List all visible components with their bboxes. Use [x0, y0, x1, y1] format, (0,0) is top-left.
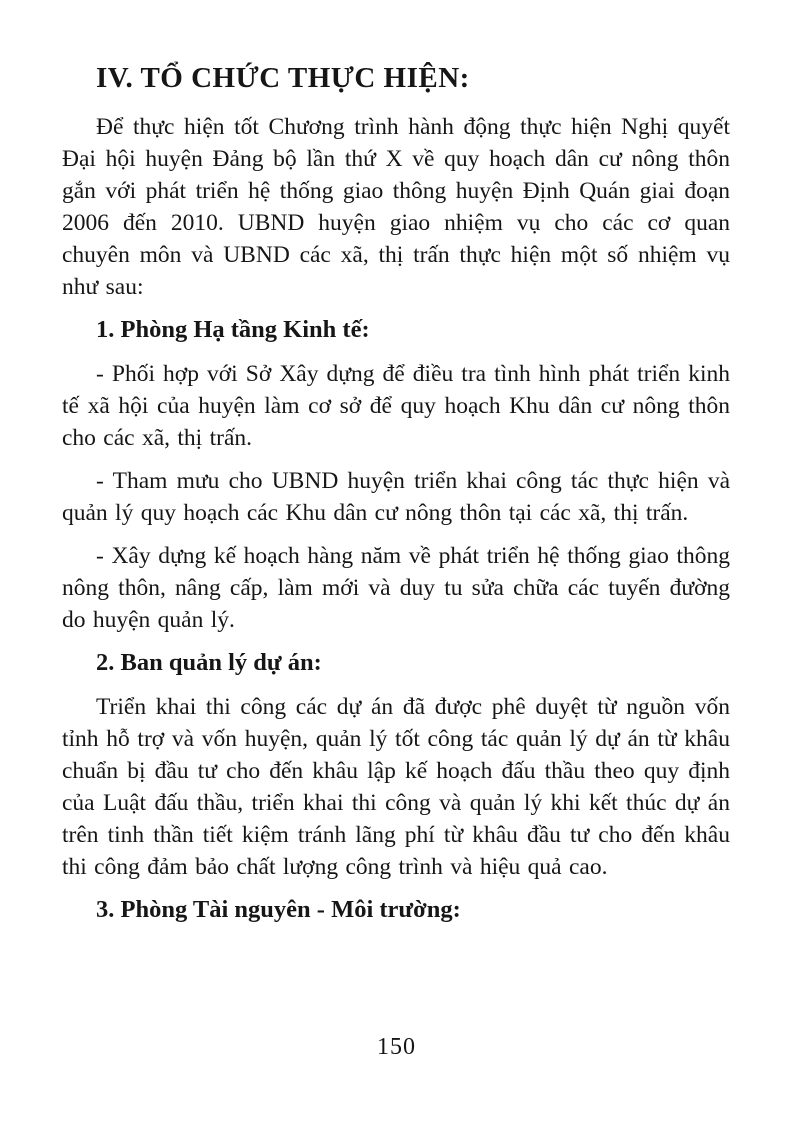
section-heading: 1. Phòng Hạ tầng Kinh tế: [96, 316, 370, 343]
paragraph: Triển khai thi công các dự án đã được phê duyệt từ nguồn vốn tỉnh hỗ trợ và vốn huyện, quản lý tốt công tác quản lý dự án từ khâu chuẩn bị đầu tư cho đến khâu lập kế hoạch đấu thầu theo quy định của Luật đấu thầu, triển khai thi công và quản lý khi kết thúc dự án trên tinh thần tiết kiệm tránh lãng phí từ khâu đầu tư cho đến khâu thi công đảm bảo chất lượng công trình và hiệu quả cao. [62, 694, 730, 880]
section-2 [62, 647, 730, 883]
section-heading: 2. Ban quản lý dự án: [96, 649, 322, 676]
section-heading: 3. Phòng Tài nguyên - Môi trường: [96, 896, 461, 923]
paragraph: - Tham mưu cho UBND huyện triển khai công tác thực hiện và quản lý quy hoạch các Khu dân cư nông thôn tại các xã, thị trấn. [62, 468, 730, 526]
page-content [62, 62, 730, 938]
paragraph: - Phối hợp với Sở Xây dựng để điều tra tình hình phát triển kinh tế xã hội của huyện làm cơ sở để quy hoạch Khu dân cư nông thôn cho các xã, thị trấn. [62, 361, 730, 451]
section-1 [62, 314, 730, 636]
section-3 [62, 894, 730, 926]
main-heading: IV. TỔ CHỨC THỰC HIỆN: [96, 62, 470, 94]
paragraph: - Xây dựng kế hoạch hàng năm về phát triển hệ thống giao thông nông thôn, nâng cấp, làm mới và duy tu sửa chữa các tuyến đường do huyện quản lý. [62, 543, 730, 633]
page-number: 150 [377, 1034, 416, 1060]
intro-paragraph: Để thực hiện tốt Chương trình hành động thực hiện Nghị quyết Đại hội huyện Đảng bộ lần thứ X về quy hoạch dân cư nông thôn gắn với phát triển hệ thống giao thông huyện Định Quán giai đoạn 2006 đến 2010. UBND huyện giao nhiệm vụ cho các cơ quan chuyên môn và UBND các xã, thị trấn thực hiện một số nhiệm vụ như sau: [62, 114, 730, 300]
